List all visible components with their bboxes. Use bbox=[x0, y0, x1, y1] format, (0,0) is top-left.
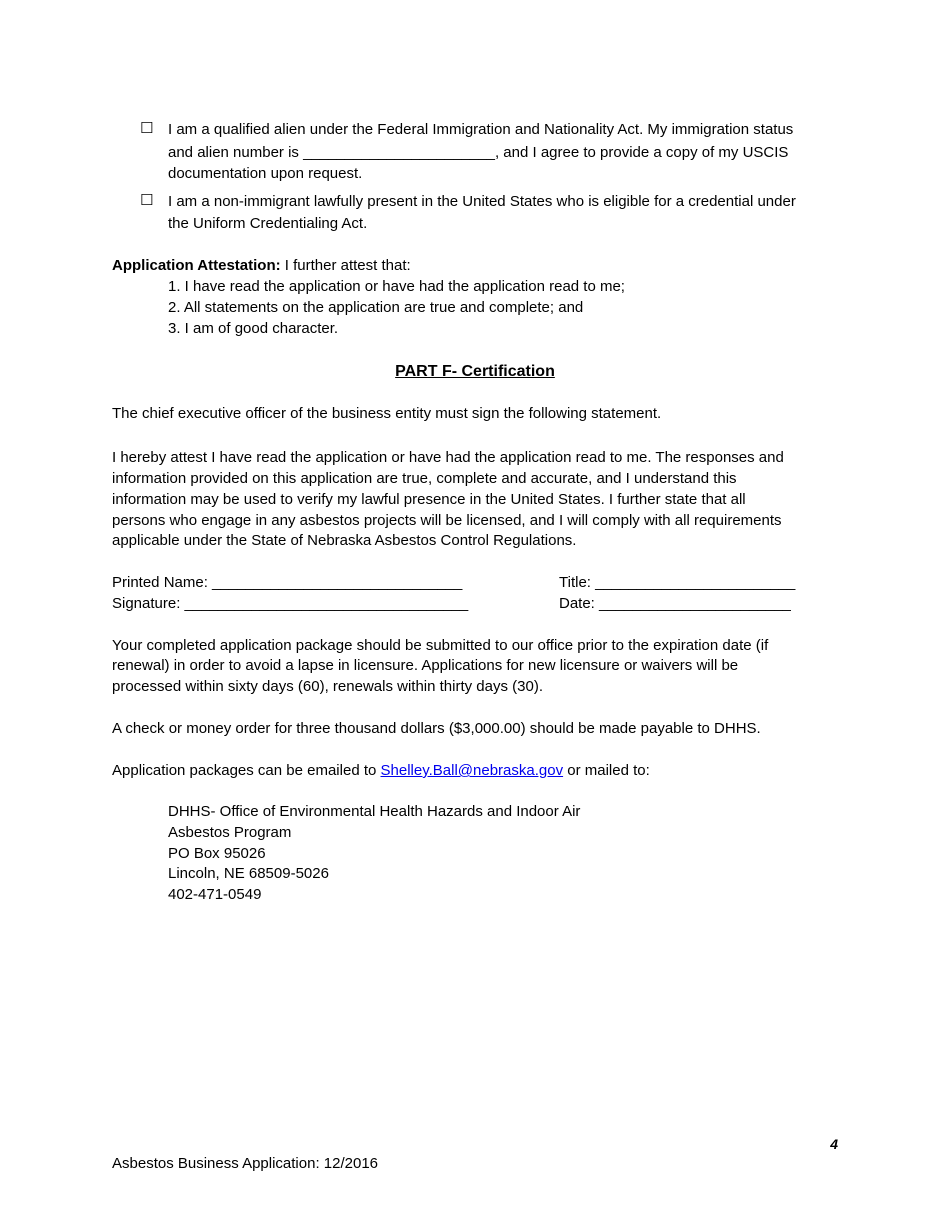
submission-line: renewal) in order to avoid a lapse in licensure. Applications for new licensure or waivers will be bbox=[112, 657, 739, 674]
attestation-item: 2. All statements on the application are true and complete; and bbox=[168, 299, 584, 316]
address-line: Lincoln, NE 68509-5026 bbox=[168, 865, 329, 882]
attestation-label: Application Attestation: bbox=[112, 257, 281, 274]
address-line: PO Box 95026 bbox=[168, 845, 266, 862]
checkbox-non-immigrant[interactable]: ☐ bbox=[140, 192, 154, 209]
checkbox-text-line: documentation upon request. bbox=[168, 165, 363, 182]
statement-line: persons who engage in any asbestos projects will be licensed, and I will comply with all requirements bbox=[112, 512, 782, 529]
attestation-item: 3. I am of good character. bbox=[168, 320, 339, 337]
submission-line: Your completed application package should be submitted to our office prior to the expiration date (if bbox=[112, 637, 769, 654]
submission-line: processed within sixty days (60), renewals within thirty days (30). bbox=[112, 678, 544, 695]
statement-line: information provided on this application are true, complete and accurate, and I understand this bbox=[112, 470, 737, 487]
statement-line: applicable under the State of Nebraska Asbestos Control Regulations. bbox=[112, 532, 577, 549]
part-f-intro: The chief executive officer of the business entity must sign the following statement. bbox=[112, 405, 662, 422]
attestation-item: 1. I have read the application or have had the application read to me; bbox=[168, 278, 625, 295]
address-line: Asbestos Program bbox=[168, 824, 292, 841]
signature-field[interactable]: Signature: __________________________________ bbox=[112, 595, 469, 612]
address-line: DHHS- Office of Environmental Health Hazards and Indoor Air bbox=[168, 803, 581, 820]
printed-name-field[interactable]: Printed Name: ______________________________ bbox=[112, 574, 463, 591]
address-line: 402-471-0549 bbox=[168, 886, 262, 903]
statement-line: I hereby attest I have read the application or have had the application read to me. The responses and bbox=[112, 449, 784, 466]
checkbox-text-line: and alien number is _______________________, and I agree to provide a copy of my USCIS bbox=[168, 144, 789, 161]
checkbox-text-line: I am a non-immigrant lawfully present in the United States who is eligible for a credential under bbox=[168, 193, 796, 210]
title-field[interactable]: Title: ________________________ bbox=[559, 574, 796, 591]
checkbox-text-line: the Uniform Credentialing Act. bbox=[168, 215, 368, 232]
footer-form-label: Asbestos Business Application: 12/2016 bbox=[112, 1155, 379, 1172]
email-suffix: or mailed to: bbox=[563, 762, 650, 779]
statement-line: information may be used to verify my lawful presence in the United States. I further state that all bbox=[112, 491, 746, 508]
email-prefix: Application packages can be emailed to bbox=[112, 762, 381, 779]
part-f-heading: PART F- Certification bbox=[395, 363, 555, 380]
email-link[interactable]: Shelley.Ball@nebraska.gov bbox=[380, 762, 564, 779]
email-line bbox=[112, 760, 650, 781]
date-field[interactable]: Date: _______________________ bbox=[559, 595, 791, 612]
page-number: 4 bbox=[830, 1136, 838, 1152]
checkbox-qualified-alien[interactable]: ☐ bbox=[140, 120, 154, 137]
attestation-heading bbox=[112, 255, 411, 276]
attestation-intro: I further attest that: bbox=[280, 257, 411, 274]
payment-note: A check or money order for three thousand dollars ($3,000.00) should be made payable to DHHS. bbox=[112, 720, 761, 737]
checkbox-text-line: I am a qualified alien under the Federal Immigration and Nationality Act. My immigration status bbox=[168, 121, 794, 138]
